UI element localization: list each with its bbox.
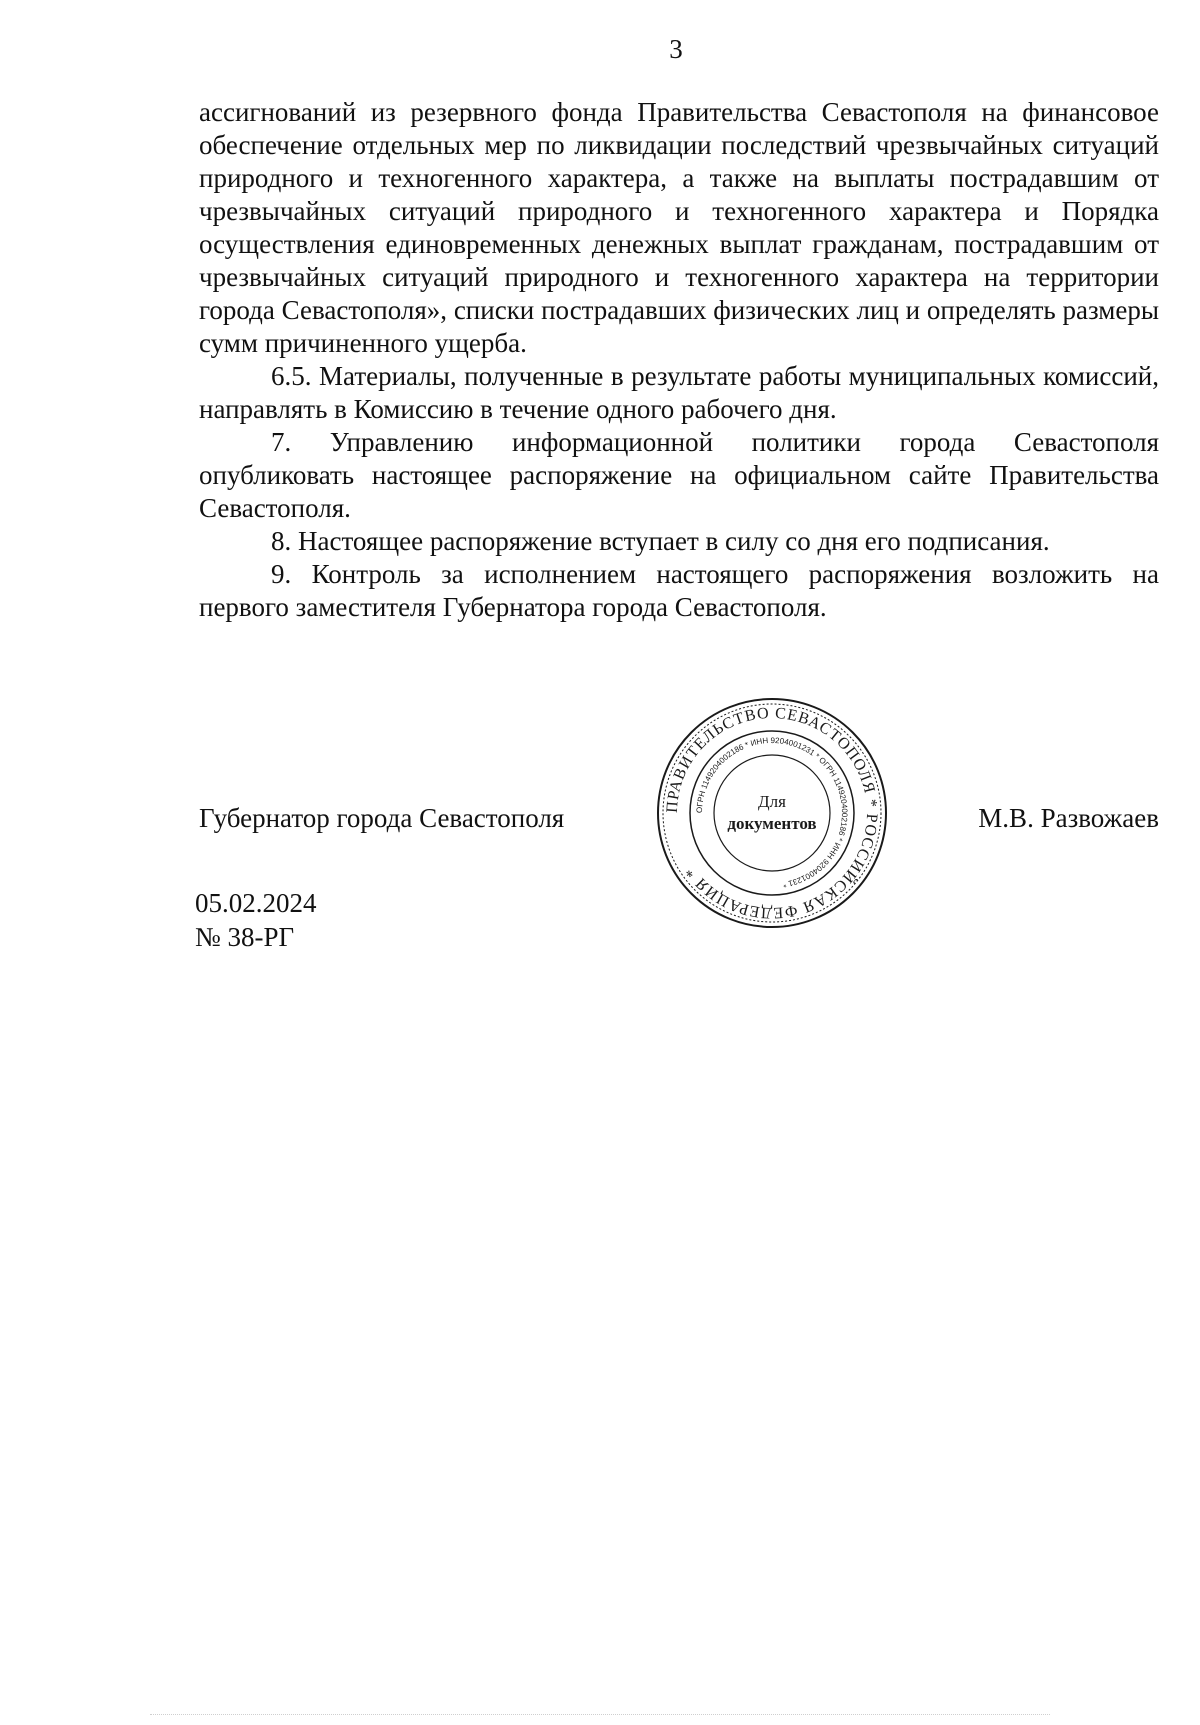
paragraph-7: 7. Управлению информационной политики города Севастополя опубликовать настоящее распоряжение на официальном сайте Правительства Севастополя. [199, 427, 1159, 523]
paragraph-8: 8. Настоящее распоряжение вступает в силу со дня его подписания. [271, 526, 1050, 556]
scan-artifact-line [150, 1714, 1050, 1717]
signatory-name: М.В. Развожаев [978, 803, 1159, 833]
stamp-center-line1: Для [758, 792, 786, 811]
svg-text:ОГРН 1149204002186 * ИНН 92040 [695, 736, 849, 889]
document-date: 05.02.2024 [195, 888, 317, 918]
paragraph-9: 9. Контроль за исполнением настоящего распоряжения возложить на первого заместителя Губернатора города Севастополя. [199, 559, 1159, 622]
signatory-position: Губернатор города Севастополя [199, 803, 565, 833]
document-date-number [195, 886, 317, 954]
document-number: № 38-РГ [195, 922, 295, 952]
stamp-outer-text: ПРАВИТЕЛЬСТВО СЕВАСТОПОЛЯ * РОССИЙСКАЯ ФЕДЕРАЦИЯ * [663, 704, 881, 922]
paragraph-6-5: 6.5. Материалы, полученные в результате работы муниципальных комиссий, направлять в Комиссию в течение одного рабочего дня. [199, 361, 1159, 424]
page-number: 3 [669, 34, 683, 64]
official-seal-stamp [652, 693, 892, 933]
document-body [199, 96, 1159, 624]
stamp-inner-ring-text: ОГРН 1149204002186 * ИНН 9204001231 * ОГРН 1149204002186 * ИНН 9204001231 * [694, 735, 850, 890]
paragraph-continuation: ассигнований из резервного фонда Правительства Севастополя на финансовое обеспечение отдельных мер по ликвидации последствий чрезвычайных ситуаций природного и техногенного характера, а также на выплаты пострадавшим от чрезвычайных ситуаций природного и техногенного характера и Порядка осуществления единовременных денежных выплат гражданам, пострадавшим от чрезвычайных ситуаций природного и техногенного характера на территории города Севастополя», списки пострадавших физических лиц и определять размеры сумм причиненного ущерба. [199, 97, 1159, 358]
stamp-center-line2: документов [727, 814, 817, 833]
